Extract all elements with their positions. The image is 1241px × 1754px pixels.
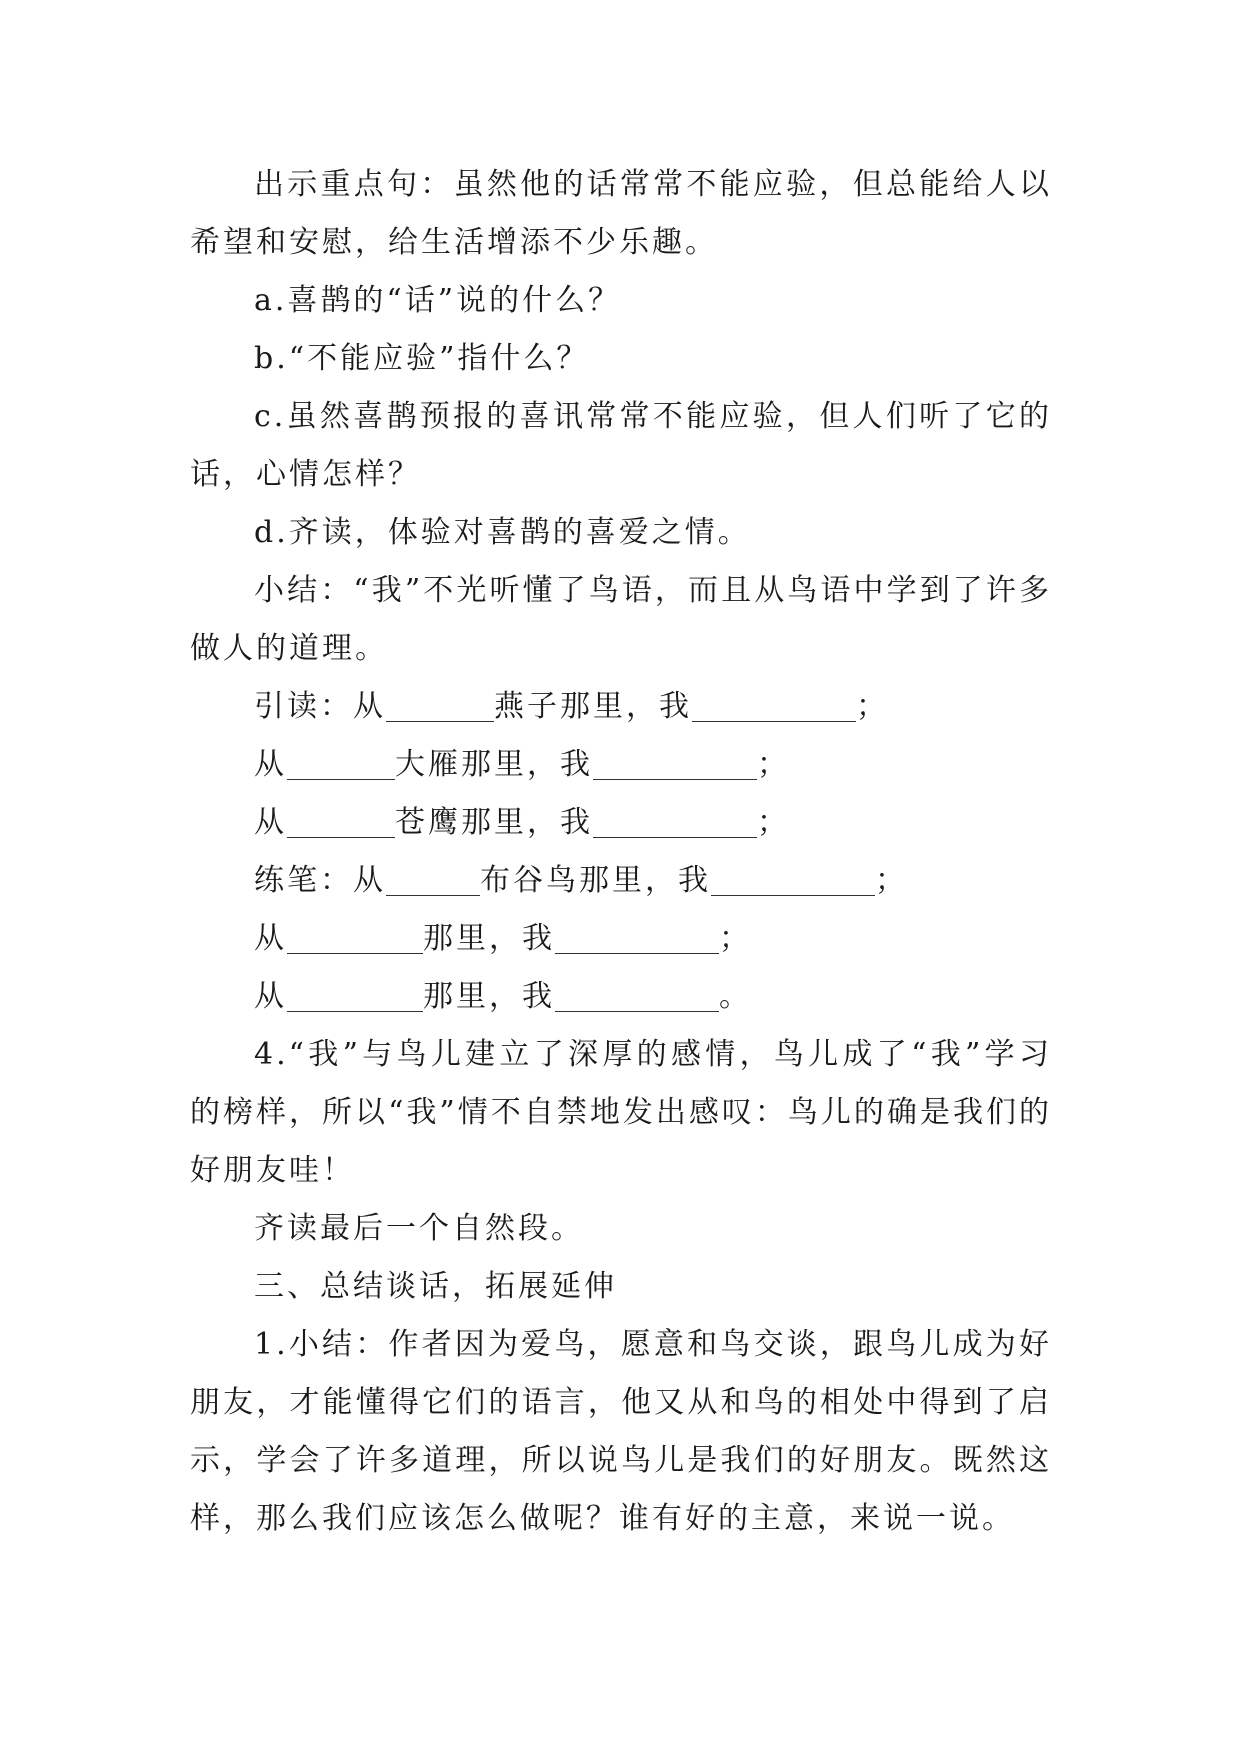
- summary-paragraph: 小结：“我”不光听懂了鸟语，而且从鸟语中学到了许多做人的道理。: [190, 573, 1052, 666]
- fill-row-goose: [190, 736, 1052, 794]
- fill-prefix: 引读：从: [254, 689, 386, 724]
- fill-row-cuckoo: [190, 852, 1052, 910]
- fill-row-open-2: [190, 968, 1052, 1026]
- blank-line: [593, 745, 757, 780]
- friendship-paragraph: 4.“我”与鸟儿建立了深厚的感情，鸟儿成了“我”学习的榜样，所以“我”情不自禁地发出感叹：鸟儿的确是我们的好朋友哇！: [190, 1037, 1052, 1188]
- fill-row-open-1: [190, 910, 1052, 968]
- blank-line: [287, 803, 395, 838]
- fill-end: 。: [719, 979, 752, 1014]
- fill-end: ；: [719, 921, 752, 956]
- blank-line: [287, 745, 395, 780]
- section-heading: 三、总结谈话，拓展延伸: [254, 1269, 617, 1304]
- fill-middle: 那里，我: [423, 979, 555, 1014]
- final-summary-paragraph: 1.小结：作者因为爱鸟，愿意和鸟交谈，跟鸟儿成为好朋友，才能懂得它们的语言，他又从和鸟的相处中得到了启示，学会了许多道理，所以说鸟儿是我们的好朋友。既然这样，那么我们应该怎么做呢？谁有好的主意，来说一说。: [190, 1327, 1052, 1536]
- blank-line: [555, 919, 719, 954]
- blank-line: [555, 977, 719, 1012]
- fill-end: ；: [757, 747, 790, 782]
- fill-prefix: 从: [254, 747, 287, 782]
- blank-line: [287, 977, 423, 1012]
- fill-end: ；: [757, 805, 790, 840]
- fill-middle: 布谷鸟那里，我: [480, 863, 711, 898]
- blank-line: [386, 861, 480, 896]
- fill-middle: 苍鹰那里，我: [395, 805, 593, 840]
- fill-prefix: 从: [254, 921, 287, 956]
- fill-row-swallow: [190, 678, 1052, 736]
- fill-row-eagle: [190, 794, 1052, 852]
- fill-middle: 大雁那里，我: [395, 747, 593, 782]
- fill-end: ；: [875, 863, 908, 898]
- fill-prefix: 从: [254, 805, 287, 840]
- document-page: [190, 156, 1052, 1548]
- blank-line: [593, 803, 757, 838]
- blank-line: [692, 687, 856, 722]
- blank-line: [711, 861, 875, 896]
- fill-end: ；: [856, 689, 889, 724]
- question-b: b.“不能应验”指什么？: [254, 341, 590, 376]
- question-c: c.虽然喜鹊预报的喜讯常常不能应验，但人们听了它的话，心情怎样？: [190, 399, 1052, 492]
- question-d: d.齐读，体验对喜鹊的喜爱之情。: [254, 515, 751, 550]
- blank-line: [386, 687, 494, 722]
- fill-prefix: 练笔：从: [254, 863, 386, 898]
- fill-prefix: 从: [254, 979, 287, 1014]
- fill-middle: 燕子那里，我: [494, 689, 692, 724]
- key-sentence-paragraph: 出示重点句：虽然他的话常常不能应验，但总能给人以希望和安慰，给生活增添不少乐趣。: [190, 167, 1052, 260]
- fill-middle: 那里，我: [423, 921, 555, 956]
- question-a: a.喜鹊的“话”说的什么？: [254, 283, 622, 318]
- blank-line: [287, 919, 423, 954]
- read-aloud-instruction: 齐读最后一个自然段。: [254, 1211, 584, 1246]
